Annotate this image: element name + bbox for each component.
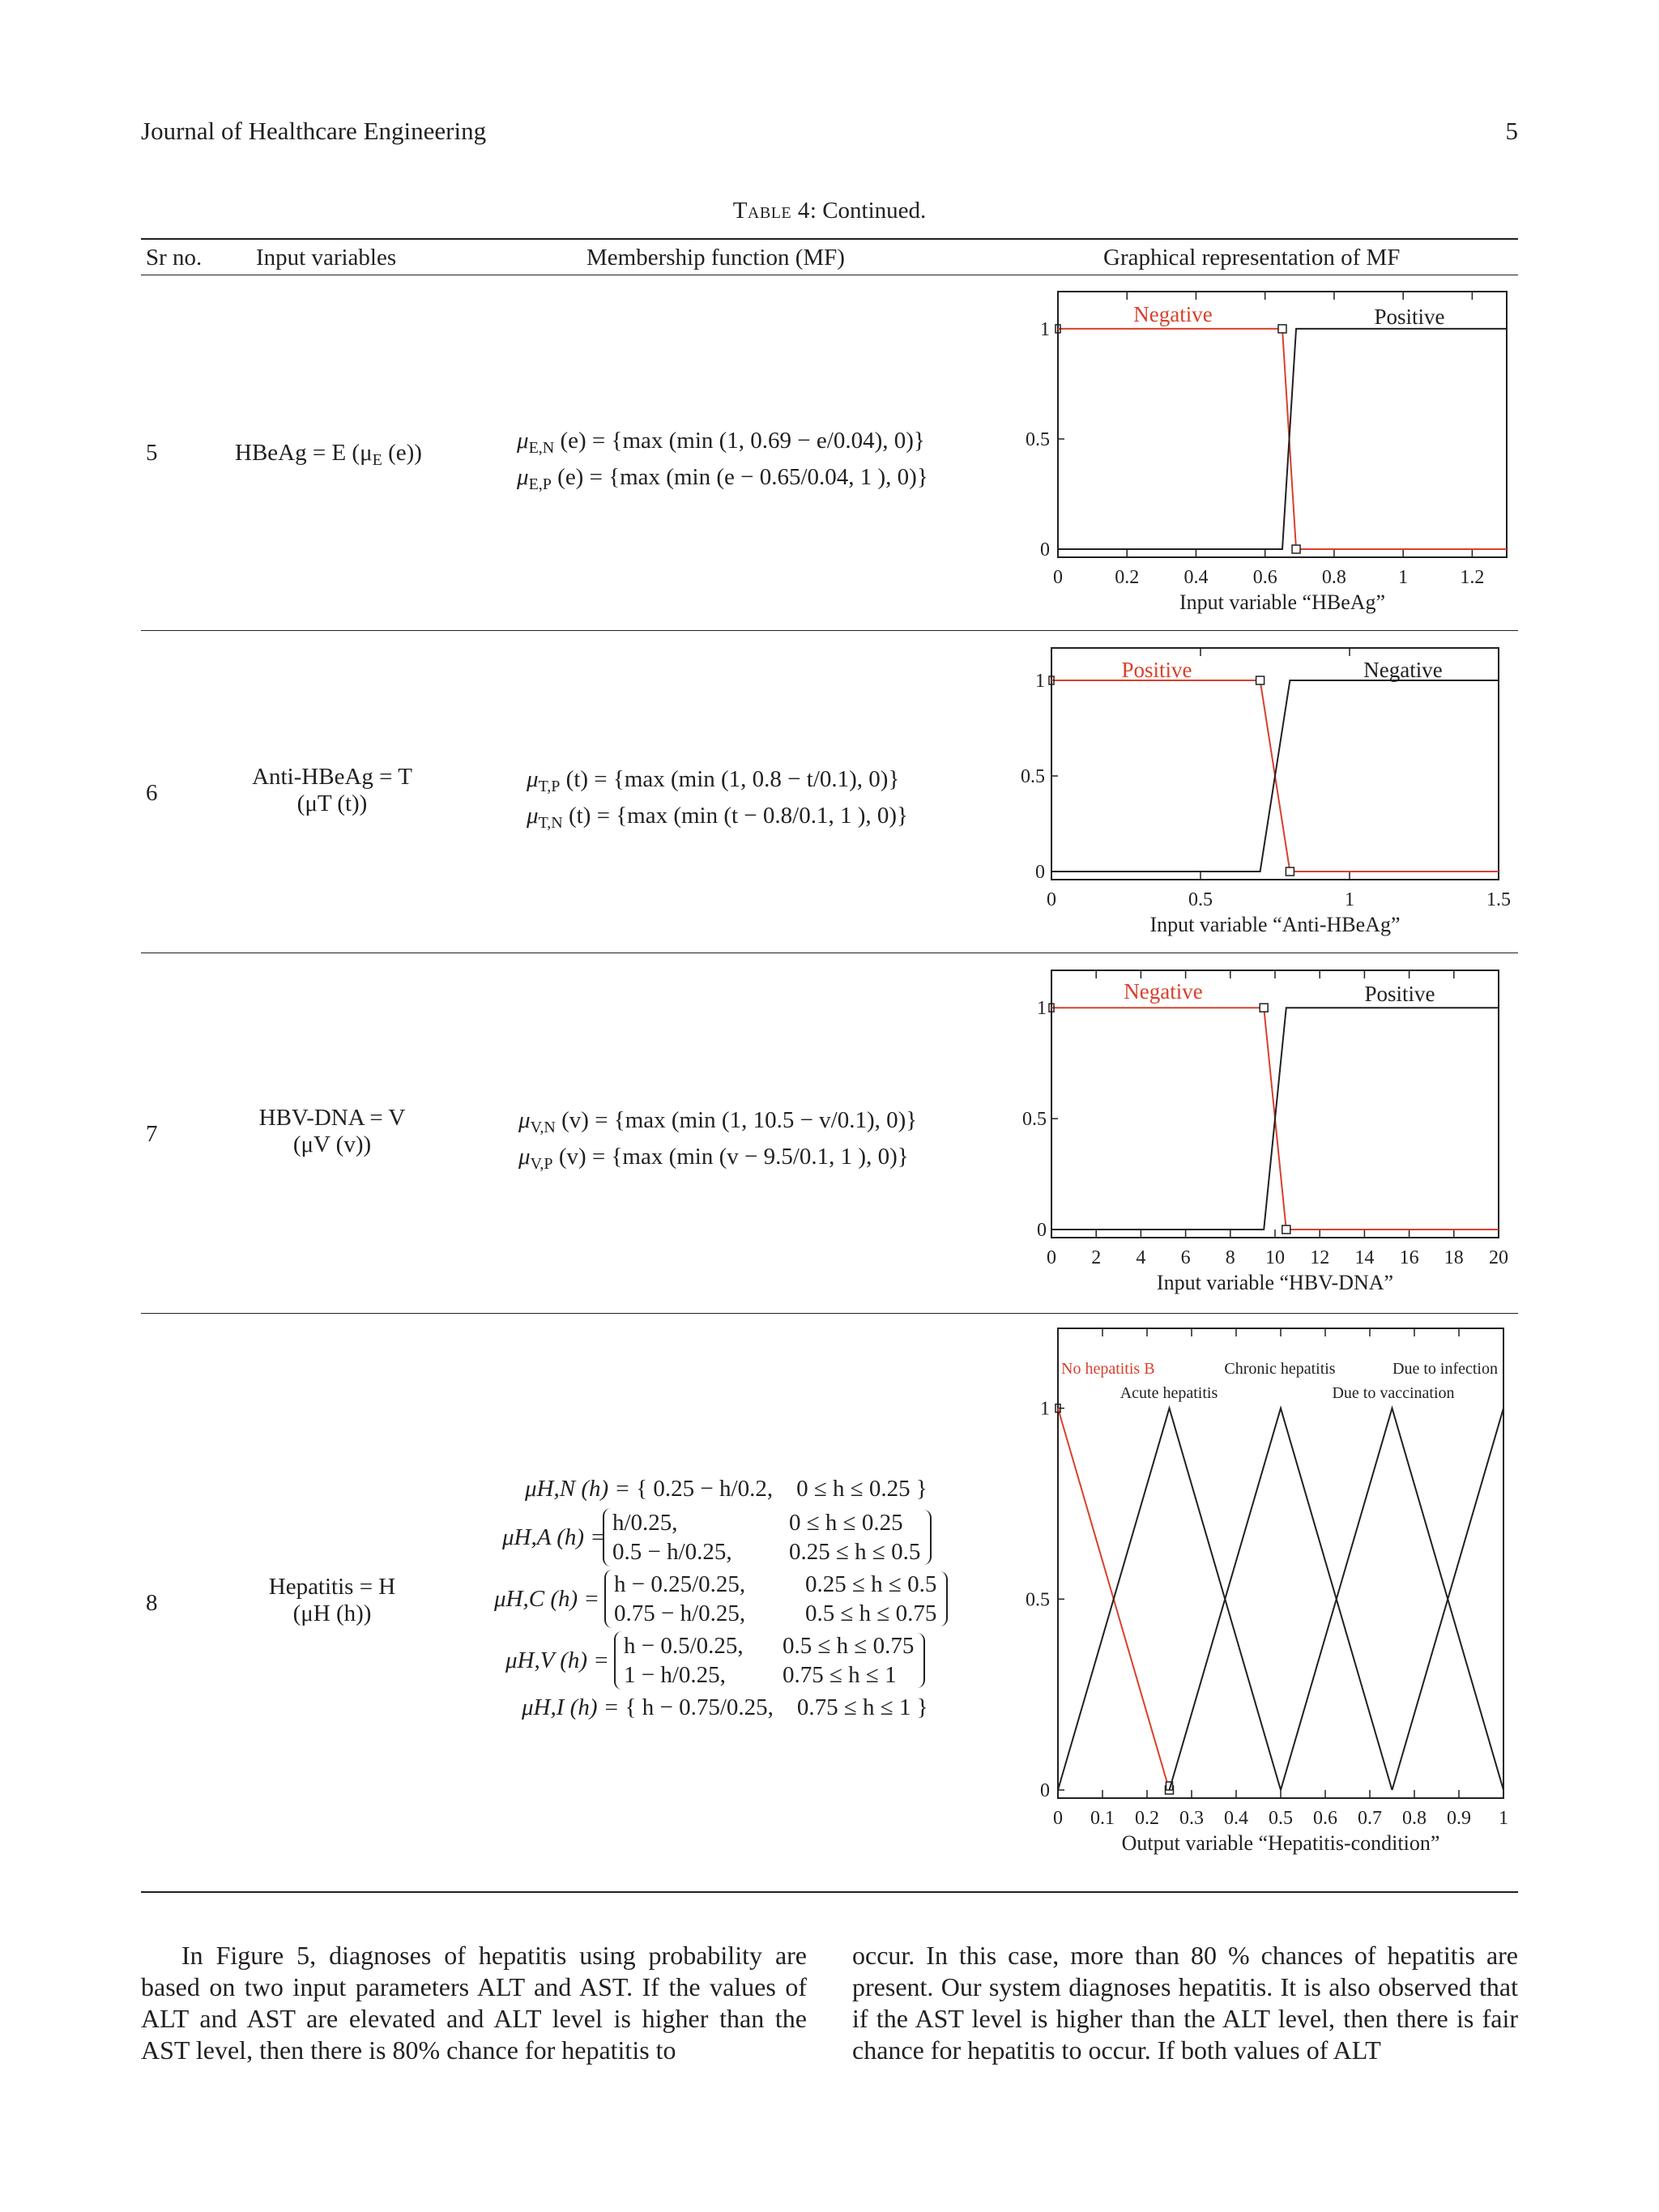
- x-tick-label: 1.2: [1460, 567, 1485, 588]
- series-label: No hepatitis B: [1061, 1360, 1155, 1378]
- series-label: Due to vaccination: [1332, 1384, 1455, 1402]
- series-label: Due to infection: [1392, 1360, 1498, 1378]
- x-axis-label: Input variable “HBV-DNA”: [1156, 1271, 1394, 1294]
- series-label: Positive: [1374, 305, 1445, 329]
- membership-function: $\mu_{E,N}$ (e) = {max (min (1, 0.69 − e/0.04), 0)} $\mu_{E,P}$ (e) = {max (min (e − 0.65/0.04, 1 ), 0)}: [517, 428, 928, 493]
- x-tick-label: 4: [1136, 1247, 1146, 1268]
- row-sr-no: 7: [146, 1121, 158, 1147]
- y-tick-label: 1: [1037, 998, 1047, 1020]
- y-tick-label: 0.5: [1021, 766, 1045, 788]
- x-tick-label: 0.3: [1179, 1808, 1204, 1829]
- x-tick-label: 6: [1180, 1247, 1191, 1268]
- x-tick-label: 20: [1489, 1247, 1508, 1268]
- paragraph: occur. In this case, more than 80 % chances of hepatitis are present. Our system diagnoses hepatitis. It is also observed that if the AST level is higher than the ALT level, then there is fair chance for hepatitis to occur. If both values of ALT: [852, 1941, 1518, 2065]
- y-tick-label: 0.5: [1022, 1109, 1047, 1131]
- series-line: [1058, 329, 1507, 549]
- table-caption-text: : Continued.: [809, 198, 927, 224]
- row-input-variable: HBeAg = E ($\mu_E$ (e)): [235, 440, 422, 469]
- x-tick-label: 0.5: [1188, 889, 1213, 910]
- row-sr-no: 5: [146, 440, 158, 466]
- y-tick-label: 1: [1035, 671, 1045, 693]
- page-number: 5: [1505, 117, 1518, 145]
- mf-acute: μH,A (h) = h/0.25, 0 ≤ h ≤ 0.25 0.5 − h/0.25, 0.25 ≤ h ≤ 0.5: [518, 1508, 948, 1566]
- body-text-right: [852, 1940, 1518, 2066]
- x-tick-label: 2: [1091, 1247, 1102, 1268]
- x-tick-label: 0.2: [1135, 1808, 1159, 1829]
- row-sr-no: 8: [146, 1590, 158, 1616]
- x-tick-label: 0.2: [1115, 567, 1140, 588]
- mf-vaccination: μH,V (h) = h − 0.5/0.25, 0.5 ≤ h ≤ 0.75 1 − h/0.25, 0.75 ≤ h ≤ 1: [518, 1631, 948, 1690]
- y-tick-label: 0: [1037, 1220, 1047, 1241]
- x-tick-label: 0.8: [1402, 1808, 1427, 1829]
- x-tick-label: 10: [1265, 1247, 1285, 1268]
- series-label: Chronic hepatitis: [1224, 1360, 1336, 1378]
- series-label: Negative: [1133, 302, 1213, 326]
- y-tick-label: 0.5: [1026, 428, 1050, 450]
- series-line: [1051, 680, 1499, 872]
- series-line: [1058, 1409, 1281, 1790]
- mf-no-hepatitis: μH,N (h) = { 0.25 − h/0.2, 0 ≤ h ≤ 0.25 }: [525, 1476, 928, 1502]
- series-label: Positive: [1121, 658, 1192, 682]
- series-marker: [1256, 676, 1265, 684]
- mf-chronic: μH,C (h) = h − 0.25/0.25, 0.25 ≤ h ≤ 0.5 0.75 − h/0.25, 0.5 ≤ h ≤ 0.75: [518, 1570, 948, 1628]
- y-tick-label: 1: [1040, 1398, 1050, 1420]
- x-tick-label: 0.9: [1447, 1808, 1471, 1829]
- y-tick-label: 1: [1040, 318, 1050, 340]
- series-line: [1051, 1008, 1499, 1230]
- series-line: [1058, 329, 1507, 549]
- series-marker: [1292, 545, 1300, 553]
- table-caption-label: Table 4: [732, 198, 810, 224]
- journal-title: Journal of Healthcare Engineering: [141, 117, 487, 145]
- series-label: Negative: [1124, 979, 1203, 1004]
- x-tick-label: 14: [1354, 1247, 1375, 1268]
- column-header-input-variables: Input variables: [256, 245, 397, 271]
- x-axis-label: Input variable “Anti-HBeAg”: [1149, 913, 1401, 936]
- x-tick-label: 8: [1225, 1247, 1235, 1268]
- x-tick-label: 0.4: [1224, 1808, 1248, 1829]
- series-label: Positive: [1364, 982, 1435, 1006]
- series-label: Negative: [1363, 658, 1443, 682]
- y-tick-label: 0: [1040, 1780, 1050, 1801]
- row-sr-no: 6: [146, 780, 158, 806]
- x-tick-label: 0: [1047, 889, 1056, 910]
- y-tick-label: 0: [1040, 539, 1050, 560]
- series-line: [1170, 1409, 1392, 1790]
- plot-frame: [1051, 970, 1499, 1238]
- row-input-variable: HBV-DNA = V (μV (v)): [258, 1105, 406, 1157]
- x-tick-label: 0.8: [1321, 567, 1346, 588]
- x-tick-label: 0: [1053, 567, 1063, 588]
- plot-frame: [1051, 648, 1499, 880]
- x-tick-label: 0.6: [1252, 567, 1277, 588]
- x-tick-label: 12: [1310, 1247, 1330, 1268]
- x-tick-label: 1: [1345, 889, 1354, 910]
- series-label: Acute hepatitis: [1120, 1384, 1218, 1402]
- membership-function: $\mu_{V,N}$ (v) = {max (min (1, 10.5 − v/0.1), 0)} $\mu_{V,P}$ (v) = {max (min (v − 9.5/0.1, 1 ), 0)}: [518, 1107, 918, 1173]
- mf-infection: μH,I (h) = { h − 0.75/0.25, 0.75 ≤ h ≤ 1 }: [522, 1694, 928, 1720]
- series-line: [1281, 1409, 1503, 1790]
- x-tick-label: 0: [1053, 1808, 1063, 1829]
- x-tick-label: 1.5: [1486, 889, 1511, 910]
- column-header-membership-function: Membership function (MF): [586, 245, 845, 271]
- membership-function: $\mu_{T,P}$ (t) = {max (min (1, 0.8 − t/0.1), 0)} $\mu_{T,N}$ (t) = {max (min (t − 0.8/0.1, 1 ), 0)}: [527, 766, 908, 832]
- series-marker: [1260, 1004, 1268, 1012]
- y-tick-label: 0: [1035, 862, 1045, 883]
- x-tick-label: 0.4: [1183, 567, 1209, 588]
- y-tick-label: 0.5: [1026, 1589, 1050, 1611]
- x-tick-label: 1: [1398, 567, 1409, 588]
- column-header-graphical-representation: Graphical representation of MF: [1103, 245, 1401, 271]
- x-tick-label: 0.1: [1090, 1808, 1115, 1829]
- x-axis-label: Input variable “HBeAg”: [1179, 590, 1386, 614]
- series-marker: [1282, 1225, 1290, 1234]
- x-tick-label: 18: [1444, 1247, 1464, 1268]
- x-tick-label: 1: [1499, 1808, 1508, 1829]
- x-tick-label: 0.7: [1358, 1808, 1382, 1829]
- x-axis-label: Output variable “Hepatitis-condition”: [1121, 1831, 1440, 1855]
- series-marker: [1286, 867, 1294, 876]
- row-input-variable: Anti-HBeAg = T (μT (t)): [252, 764, 412, 816]
- x-tick-label: 0: [1047, 1247, 1056, 1268]
- x-tick-label: 0.5: [1269, 1808, 1293, 1829]
- body-text-left: [141, 1940, 807, 2066]
- row-input-variable: Hepatitis = H (μH (h)): [268, 1574, 396, 1626]
- x-tick-label: 0.6: [1313, 1808, 1337, 1829]
- column-header-sr-no: Sr no.: [146, 245, 203, 271]
- x-tick-label: 16: [1399, 1247, 1419, 1268]
- series-marker: [1278, 325, 1286, 333]
- paragraph: In Figure 5, diagnoses of hepatitis using probability are based on two input parameters ALT and AST. If the values of ALT and AST are elevated and ALT level is higher than the AST level, then there is 80% chance for hepatitis to: [141, 1941, 807, 2065]
